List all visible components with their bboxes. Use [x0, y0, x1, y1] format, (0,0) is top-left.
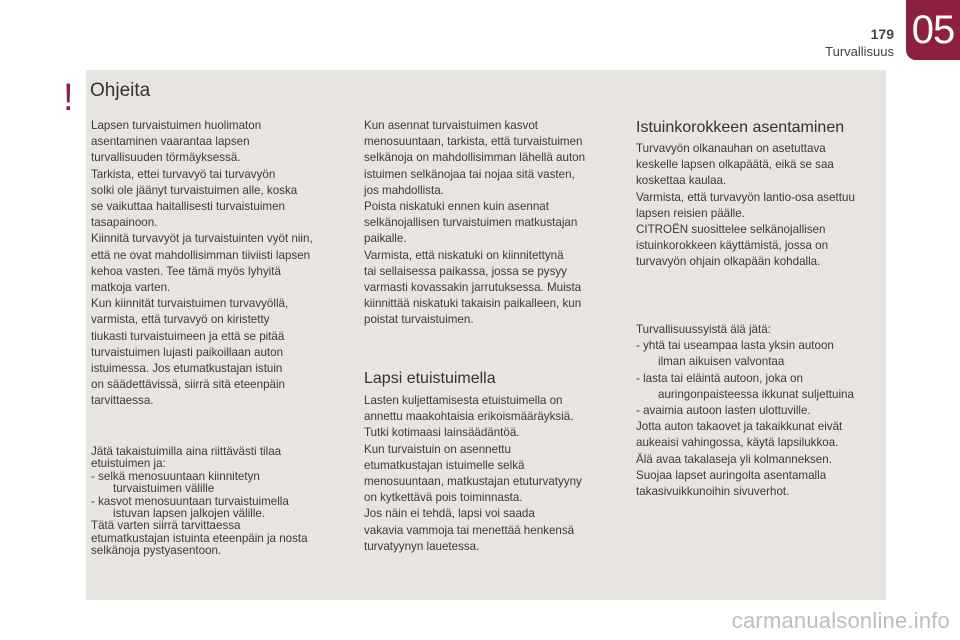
text-line: etuistuimen ja: — [91, 457, 166, 471]
section-name: Turvallisuus — [825, 44, 894, 59]
text-line: paikalle. — [364, 232, 407, 246]
text-line: Jos näin ei tehdä, lapsi voi saada — [364, 507, 535, 521]
text-line: Jotta auton takaovet ja takaikkunat eivät — [636, 420, 843, 434]
text-line: varmasti kovassakin jarrutuksessa. Muista — [364, 281, 582, 295]
text-line: tarvittaessa. — [91, 394, 154, 408]
text-line: selkänoja pystyasentoon. — [91, 544, 222, 558]
heading-front-seat: Lapsi etuistuimella — [364, 370, 496, 387]
text-line: istuimen selkänojaa tai nojaa sitä vasten, — [364, 167, 575, 181]
list-item-cont: istuvan lapsen jalkojen välille. — [113, 507, 266, 521]
text-line: selkänojallisen turvaistuimen matkustajan — [364, 216, 578, 230]
text-line: solki ole jäänyt turvaistuimen alle, koska — [91, 183, 298, 197]
list-item-cont: auringonpaisteessa ikkunat suljettuina — [658, 387, 854, 401]
text-line: kehoa vasten. Tee tämä myös lyhyitä — [91, 264, 281, 278]
list-item: - kasvot menosuuntaan turvaistuimella — [91, 494, 289, 508]
text-line: Lasten kuljettamisesta etuistuimella on — [364, 394, 563, 407]
text-line: aukeaisi vahingossa, käytä lapsilukkoa. — [636, 436, 839, 450]
text-line: Suojaa lapset auringolta asentamalla — [636, 468, 827, 482]
text-line: takasivuikkunoihin sivuverhot. — [636, 485, 790, 499]
watermark: carmanualsonline.info — [731, 608, 950, 633]
text-line: jos mahdollista. — [364, 183, 444, 197]
list-item: - avaimia autoon lasten ulottuville. — [636, 404, 811, 418]
text-line: on kytkettävä pois toiminnasta. — [364, 491, 523, 505]
list-item: - yhtä tai useampaa lasta yksin autoon — [636, 339, 834, 353]
col2-block2 — [364, 393, 614, 555]
list-item-cont: turvaistuimen välille — [113, 482, 215, 496]
heading-booster-seat: Istuinkorokkeen asentaminen — [636, 119, 845, 136]
text-line: Älä avaa takalaseja yli kolmanneksen. — [636, 452, 832, 466]
text-line: tiukasti turvaistuimeen ja että se pitää — [91, 329, 285, 343]
text-line: keskelle lapsen olkapäätä, eikä se saa — [636, 158, 834, 172]
text-line: matkoja varten. — [91, 281, 171, 295]
text-line: turvavyön ohjain olkapään kohdalla. — [636, 255, 821, 269]
text-line: menosuuntaan, matkustajan etuturvatyyny — [364, 475, 582, 489]
text-line: kiinnittää niskatuki takaisin paikalleen, kun — [364, 297, 582, 311]
text-line: koskettaa kaulaa. — [636, 174, 727, 188]
list-item: - selkä menosuuntaan kiinnitetyn — [91, 469, 260, 483]
text-line: että ne ovat mahdollisimman tiiviisti lapsen — [91, 248, 311, 262]
col2-block1 — [364, 118, 614, 329]
text-line: Poista niskatuki ennen kuin asennat — [364, 200, 549, 214]
exclamation-icon: ! — [63, 77, 74, 119]
text-line: lapsen reisien päälle. — [636, 206, 745, 220]
text-line: tai sellaisessa paikassa, jossa se pysyy — [364, 264, 567, 278]
chapter-tab: 05 — [906, 0, 960, 60]
text-line: Kun asennat turvaistuimen kasvot — [364, 119, 539, 132]
text-line: turvatyynyn lauetessa. — [364, 539, 480, 553]
page-number: 179 — [870, 26, 894, 42]
list-item-cont: ilman aikuisen valvontaa — [658, 355, 785, 369]
text-line: tasapainoon. — [91, 216, 158, 230]
text-line: Turvavyön olkanauhan on asetuttava — [636, 142, 826, 155]
text-line: Varmista, että turvavyön lantio-osa asettuu — [636, 190, 855, 204]
text-line: varmista, että turvavyö on kiristetty — [91, 313, 270, 327]
text-line: Tutki kotimaasi lainsäädäntöä. — [364, 426, 520, 440]
text-line: Lapsen turvaistuimen huolimaton — [91, 119, 262, 132]
text-line: asentaminen vaarantaa lapsen — [91, 135, 250, 149]
text-line: Jätä takaistuimilla aina riittävästi tilaa — [91, 445, 282, 458]
text-line: on säädettävissä, siirrä sitä eteenpäin — [91, 378, 285, 392]
panel-title: Ohjeita — [90, 80, 151, 101]
col3-block1 — [636, 141, 881, 271]
col1-block2 — [91, 446, 341, 558]
text-line: Tarkista, ettei turvavyö tai turvavyön — [91, 167, 276, 181]
text-line: menosuuntaan, tarkista, että turvaistuimen — [364, 135, 583, 149]
text-line: Tätä varten siirrä tarvittaessa — [91, 519, 241, 533]
text-line: vakavia vammoja tai menettää henkensä — [364, 523, 575, 537]
text-line: Kun kiinnität turvaistuimen turvavyöllä, — [91, 297, 289, 311]
text-line: selkänoja on mahdollisimman lähellä auton — [364, 151, 586, 165]
text-line: istuinkorokkeen käyttämistä, jossa on — [636, 239, 829, 253]
col1-block1 — [91, 118, 341, 410]
text-line: CITROËN suosittelee selkänojallisen — [636, 223, 826, 237]
text-line: istuimessa. Jos etumatkustajan istuin — [91, 362, 283, 376]
text-line: Kun turvaistuin on asennettu — [364, 442, 511, 456]
text-line: turvaistuimen lujasti paikoillaan auton — [91, 345, 284, 359]
text-line: Kiinnitä turvavyöt ja turvaistuinten vyöt niin, — [91, 232, 313, 246]
text-line: etumatkustajan istuinta eteenpäin ja nosta — [91, 531, 308, 545]
text-line: annettu maakohtaisia erikoismääräyksiä. — [364, 410, 574, 424]
text-line: Varmista, että niskatuki on kiinnitettynä — [364, 248, 564, 262]
list-item: - lasta tai eläintä autoon, joka on — [636, 371, 803, 385]
text-line: se vaikuttaa haitallisesti turvaistuimen — [91, 200, 285, 214]
text-line: turvallisuuden törmäyksessä. — [91, 151, 241, 165]
text-line: poistat turvaistuimen. — [364, 313, 474, 327]
col3-block2 — [636, 322, 881, 500]
text-line: etumatkustajan istuimelle selkä — [364, 458, 525, 472]
text-line: Turvallisuussyistä älä jätä: — [636, 323, 771, 336]
